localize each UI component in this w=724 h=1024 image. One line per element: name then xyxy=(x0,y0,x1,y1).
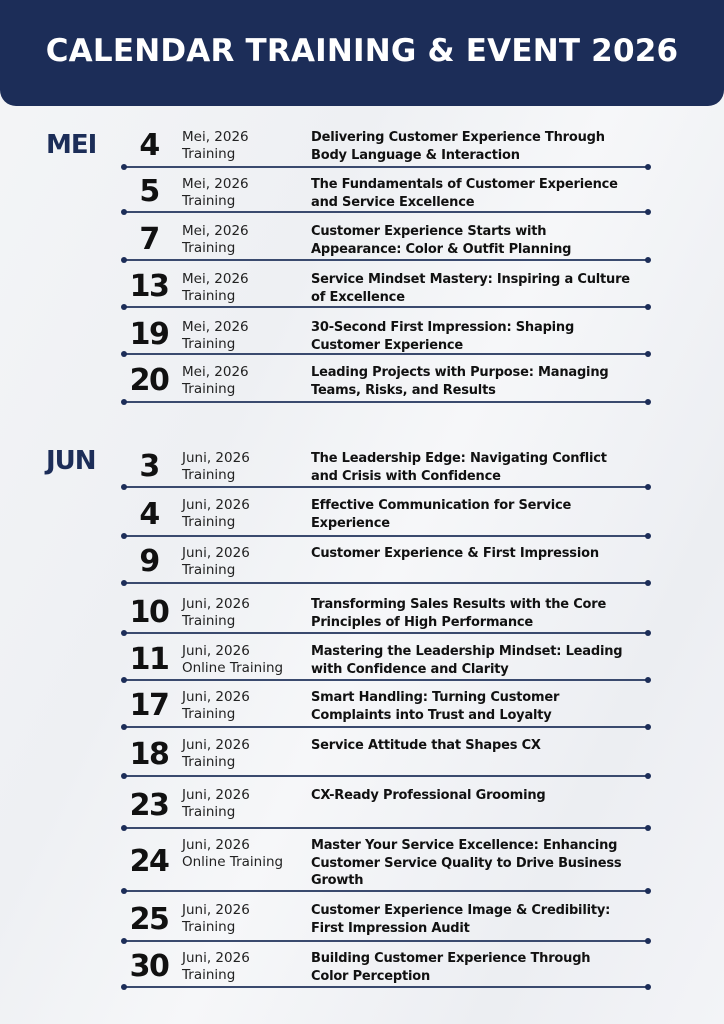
page-title: CALENDAR TRAINING & EVENT 2026 xyxy=(45,33,679,69)
event-row xyxy=(124,270,648,308)
event-title: Master Your Service Excellence: Enhancing Customer Service Quality to Drive Business Growth xyxy=(311,838,622,888)
event-day: 5 xyxy=(139,174,159,209)
event-title: Effective Communication for Service Experience xyxy=(311,498,572,531)
event-type: Training xyxy=(182,514,236,530)
row-divider xyxy=(124,940,648,942)
event-type: Training xyxy=(182,336,236,352)
event-day: 10 xyxy=(129,594,169,630)
event-title: Customer Experience Starts with Appearance: Color & Outfit Planning xyxy=(311,224,572,257)
event-meta xyxy=(182,902,250,936)
row-divider xyxy=(124,306,648,308)
event-row xyxy=(124,496,648,537)
event-type: Training xyxy=(182,381,236,397)
event-row xyxy=(124,642,648,681)
event-title: Service Attitude that Shapes CX xyxy=(311,738,541,753)
event-meta xyxy=(182,737,250,771)
row-divider xyxy=(124,535,648,537)
event-date: Juni, 2026 xyxy=(182,787,250,803)
event-title: Service Mindset Mastery: Inspiring a Culture of Excellence xyxy=(311,272,630,305)
row-divider xyxy=(124,582,648,584)
event-type: Training xyxy=(182,919,236,935)
event-meta xyxy=(182,689,250,723)
event-day: 13 xyxy=(129,269,169,304)
event-day: 4 xyxy=(139,128,159,163)
event-type: Training xyxy=(182,967,236,983)
event-day: 9 xyxy=(139,544,159,579)
event-day: 4 xyxy=(139,496,159,532)
row-divider xyxy=(124,259,648,261)
event-date: Mei, 2026 xyxy=(182,319,249,335)
event-row xyxy=(124,688,648,728)
event-type: Training xyxy=(182,562,236,578)
month-label-jun: JUN xyxy=(46,446,96,476)
event-title: The Fundamentals of Customer Experience and Service Excellence xyxy=(311,177,618,210)
event-date: Juni, 2026 xyxy=(182,950,250,966)
event-type: Training xyxy=(182,240,236,256)
event-meta xyxy=(182,271,249,305)
event-type: Training xyxy=(182,613,236,629)
month-label-mei: MEI xyxy=(46,130,97,160)
event-title: 30-Second First Impression: Shaping Customer Experience xyxy=(311,320,575,353)
event-row xyxy=(124,949,648,988)
event-row xyxy=(124,736,648,777)
event-type: Training xyxy=(182,706,236,722)
event-row xyxy=(124,544,648,584)
row-divider xyxy=(124,775,648,777)
event-row xyxy=(124,901,648,942)
row-divider xyxy=(124,890,648,892)
event-type: Training xyxy=(182,146,236,162)
event-type: Online Training xyxy=(182,660,284,676)
event-type: Online Training xyxy=(182,854,284,870)
event-row xyxy=(124,363,648,403)
row-divider xyxy=(124,486,648,488)
row-divider xyxy=(124,632,648,634)
event-date: Juni, 2026 xyxy=(182,737,250,753)
event-meta xyxy=(182,450,250,484)
row-divider xyxy=(124,986,648,988)
event-title: Building Customer Experience Through Color Perception xyxy=(311,951,591,984)
row-divider xyxy=(124,211,648,213)
event-meta xyxy=(182,497,250,531)
event-meta xyxy=(182,787,250,821)
event-day: 3 xyxy=(139,448,159,484)
row-divider xyxy=(124,166,648,168)
event-meta xyxy=(182,837,283,871)
event-day: 30 xyxy=(129,948,169,984)
event-date: Juni, 2026 xyxy=(182,643,250,659)
event-meta xyxy=(182,950,250,984)
event-meta xyxy=(182,129,249,163)
event-title: Delivering Customer Experience Through Body Language & Interaction xyxy=(311,130,605,163)
event-meta xyxy=(182,176,249,210)
event-meta xyxy=(182,223,249,257)
event-date: Juni, 2026 xyxy=(182,689,250,705)
event-day: 24 xyxy=(129,844,169,879)
event-type: Training xyxy=(182,288,236,304)
event-meta xyxy=(182,364,249,398)
event-date: Mei, 2026 xyxy=(182,271,249,287)
row-divider xyxy=(124,827,648,829)
event-title: Smart Handling: Turning Customer Complaints into Trust and Loyalty xyxy=(311,690,560,723)
event-row xyxy=(124,128,648,168)
event-day: 18 xyxy=(129,736,169,772)
event-meta xyxy=(182,596,250,630)
row-divider xyxy=(124,679,648,681)
event-row xyxy=(124,595,648,634)
event-meta xyxy=(182,545,250,579)
event-day: 23 xyxy=(129,787,169,823)
event-title: Transforming Sales Results with the Core Principles of High Performance xyxy=(311,597,607,630)
event-date: Juni, 2026 xyxy=(182,837,250,853)
event-title: Customer Experience & First Impression xyxy=(311,546,599,561)
event-type: Training xyxy=(182,804,236,820)
event-title: Mastering the Leadership Mindset: Leading with Confidence and Clarity xyxy=(311,644,623,677)
event-day: 25 xyxy=(129,901,169,937)
event-type: Training xyxy=(182,467,236,483)
event-meta xyxy=(182,319,249,353)
row-divider xyxy=(124,726,648,728)
event-type: Training xyxy=(182,754,236,770)
event-title: The Leadership Edge: Navigating Conflict and Crisis with Confidence xyxy=(311,451,607,484)
event-day: 19 xyxy=(129,316,169,352)
row-divider xyxy=(124,353,648,355)
event-row xyxy=(124,786,648,829)
event-date: Juni, 2026 xyxy=(182,450,250,466)
event-date: Juni, 2026 xyxy=(182,545,250,561)
header-banner xyxy=(0,0,724,106)
event-title: CX-Ready Professional Grooming xyxy=(311,788,546,803)
event-day: 11 xyxy=(129,641,169,677)
event-title: Leading Projects with Purpose: Managing Teams, Risks, and Results xyxy=(311,365,609,398)
event-date: Juni, 2026 xyxy=(182,497,250,513)
event-day: 20 xyxy=(129,363,169,398)
event-title: Customer Experience Image & Credibility: First Impression Audit xyxy=(311,903,611,936)
event-row xyxy=(124,222,648,261)
event-day: 7 xyxy=(139,221,159,257)
event-date: Mei, 2026 xyxy=(182,176,249,192)
event-row xyxy=(124,449,648,488)
event-date: Mei, 2026 xyxy=(182,364,249,380)
event-row xyxy=(124,836,648,892)
event-type: Training xyxy=(182,193,236,209)
event-date: Juni, 2026 xyxy=(182,902,250,918)
event-date: Mei, 2026 xyxy=(182,223,249,239)
event-date: Juni, 2026 xyxy=(182,596,250,612)
event-day: 17 xyxy=(129,688,169,723)
event-meta xyxy=(182,643,283,677)
event-date: Mei, 2026 xyxy=(182,129,249,145)
event-row xyxy=(124,318,648,355)
row-divider xyxy=(124,401,648,403)
event-row xyxy=(124,175,648,213)
